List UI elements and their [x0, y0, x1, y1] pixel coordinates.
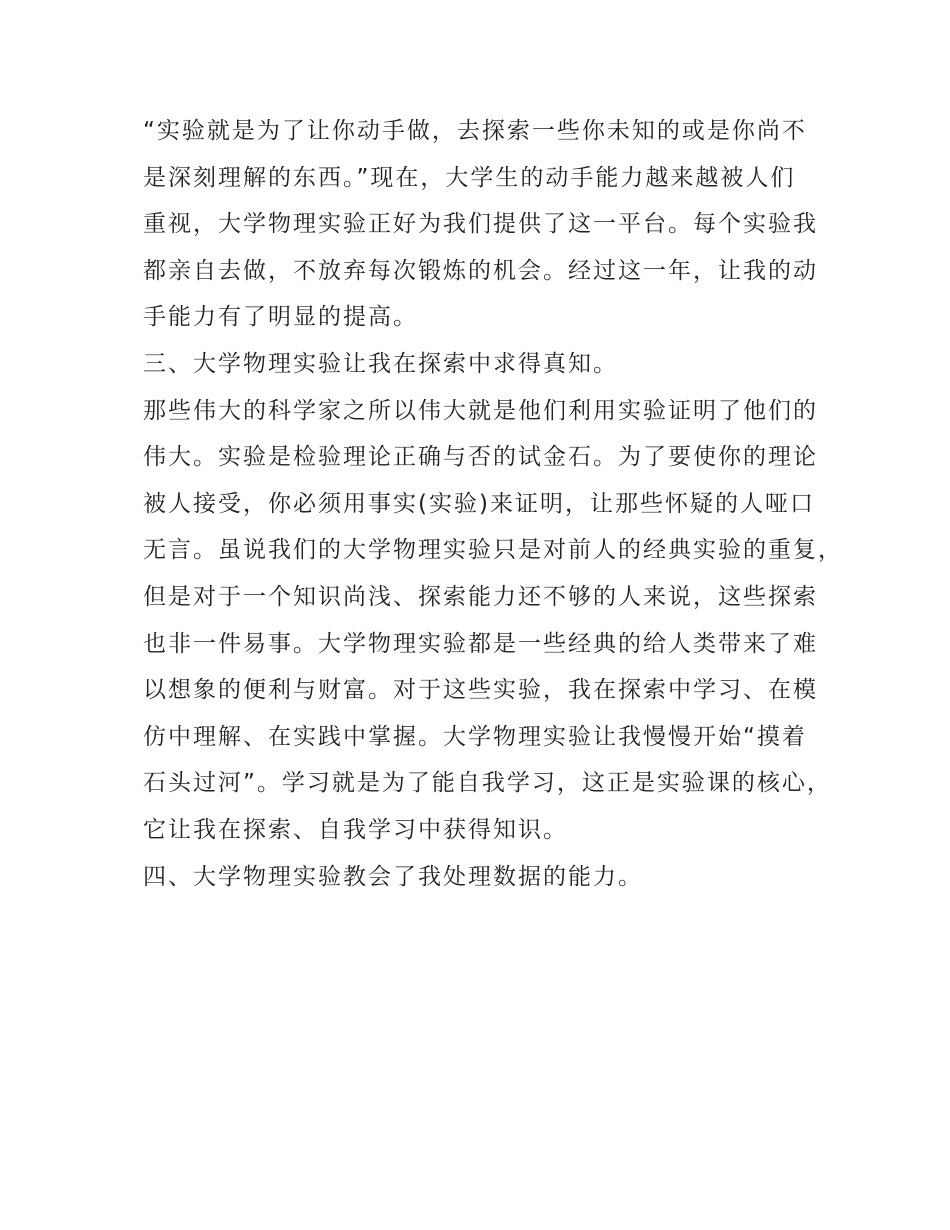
text-line-14: 仿中理解、在实践中掌握。大学物理实验让我慢慢开始“摸着 — [143, 723, 807, 750]
text-line-12: 也非一件易事。大学物理实验都是一些经典的给人类带来了难 — [143, 630, 818, 657]
text-line-13: 以想象的便利与财富。对于这些实验，我在探索中学习、在模 — [143, 677, 818, 704]
text-line-11: 但是对于一个知识尚浅、探索能力还不够的人来说，这些探索 — [143, 583, 818, 610]
text-line-7: 那些伟大的科学家之所以伟大就是他们利用实验证明了他们的 — [143, 397, 818, 424]
section-heading-3: 三、大学物理实验让我在探索中求得真知。 — [143, 350, 618, 377]
text-line-10: 无言。虽说我们的大学物理实验只是对前人的经典实验的重复， — [143, 537, 843, 564]
text-line-5: 手能力有了明显的提高。 — [143, 304, 418, 331]
text-line-8: 伟大。实验是检验理论正确与否的试金石。为了要使你的理论 — [143, 444, 818, 471]
text-line-4: 都亲自去做，不放弃每次锻炼的机会。经过这一年，让我的动 — [143, 257, 818, 284]
text-line-15: 石头过河”。学习就是为了能自我学习，这正是实验课的核心， — [143, 770, 832, 797]
body-text — [143, 108, 843, 900]
text-line-9: 被人接受，你必须用事实(实验)来证明，让那些怀疑的人哑口 — [143, 490, 815, 517]
text-line-3: 重视，大学物理实验正好为我们提供了这一平台。每个实验我 — [143, 211, 818, 238]
text-line-1: “实验就是为了让你动手做，去探索一些你未知的或是你尚不 — [143, 118, 807, 144]
text-line-16: 它让我在探索、自我学习中获得知识。 — [143, 816, 568, 843]
text-line-2: 是深刻理解的东西。”现在，大学生的动手能力越来越被人们 — [143, 164, 796, 191]
section-heading-4: 四、大学物理实验教会了我处理数据的能力。 — [143, 863, 643, 890]
